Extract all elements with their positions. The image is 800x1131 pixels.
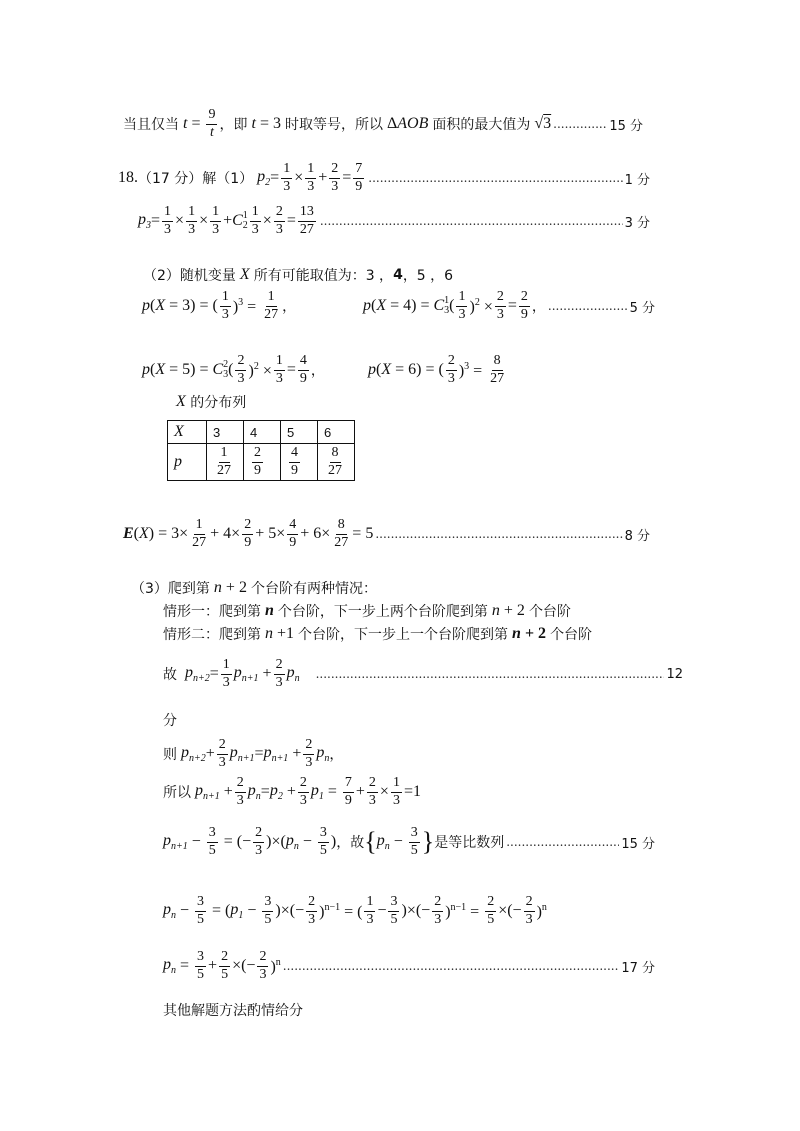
leader-dots — [553, 117, 607, 131]
question-number: 18. — [118, 169, 138, 187]
table-cell: 5 — [281, 421, 318, 444]
line-case2: 情形二：爬到第 n +1 个台阶，下一步上一个台阶爬到第 n + 2 个台阶 — [163, 625, 593, 643]
table-header-p: p — [168, 444, 207, 481]
table-cell: $\frac{2}{9}$ — [244, 444, 281, 481]
leader-dots — [316, 667, 665, 681]
table-cell: 4 — [244, 421, 281, 444]
distribution-table — [167, 420, 355, 481]
curly-brace: { — [364, 827, 377, 857]
line-general-term: $p_n$ − $\frac{3}{5}$ = ( $p_1$ − $\frac{3}{5}$ )×(− $\frac{2}{3}$ )$^{n-1}$ = ( $\frac{1}{3}$ − $\frac{3}{5}$ )×(− $\frac{2}{3}$ )$^{n-1}$ = $\frac{2}{5}$ ×(− $\frac{2}{3}$ )$^n$ — [163, 894, 547, 927]
line-fen: 分 — [163, 713, 177, 729]
line-case1: 情形一：爬到第 n 个台阶，下一步上两个台阶爬到第 n + 2 个台阶 — [163, 602, 571, 620]
line-final: $p_n$ = $\frac{3}{5}$ + $\frac{2}{5}$ ×(− $\frac{2}{3}$ )$^n$ ..... 17 分 — [163, 950, 655, 982]
leader-dots — [283, 959, 620, 973]
table-cell: $\frac{1}{27}$ — [207, 444, 244, 481]
leader-dots — [375, 527, 622, 541]
text-max-area: 面积的最大值为 — [432, 117, 531, 134]
table-row — [168, 421, 355, 444]
line-px3: p ( X = 3) = ( $\frac{1}{3}$ )$^3$ = $\frac{1}{27}$ ， — [142, 289, 297, 322]
line-expectation: E ( X ) = 3× $\frac{1}{27}$ + 4× $\frac{2}{9}$ + 5× $\frac{4}{9}$ + 6× $\frac{8}{27}$ = 5 ..... 8 分 — [123, 518, 650, 550]
score-15: 15 分 — [609, 118, 643, 134]
line-then: 则 $p_{n+2}$ + $\frac{2}{3}$ $p_{n+1}$ = $p_{n+1}$ + $\frac{2}{3}$ $p_n$ ， — [163, 737, 344, 770]
text-dangqiejindang: 当且仅当 — [123, 117, 179, 134]
table-cell: $\frac{8}{27}$ — [318, 444, 355, 481]
line-q18-p2: 18. （17 分）解（1） $p_2$ = $\frac{1}{3}$ × $\frac{1}{3}$ + $\frac{2}{3}$ = $\frac{7}{9}$ ..... 1 分 — [118, 162, 650, 194]
line-equality-condition: 当且仅当 t = $\frac{9}{t}$ ，即 t = 3 时取等号，所以 Δ AOB 面积的最大值为 √3 ..... 15 分 — [123, 108, 643, 140]
sqrt-symbol: √3 — [530, 115, 552, 133]
table-header-x: X — [168, 421, 207, 444]
dist-label: X 的分布列 — [176, 393, 247, 411]
score-1: 1 分 — [624, 172, 650, 188]
line-px6: p ( X = 6) = ( $\frac{2}{3}$ )$^3$ = $\frac{8}{27}$ — [368, 353, 505, 386]
score-17: 17 分 — [621, 960, 655, 976]
line-px5: p ( X = 5) = C 2 3 ( $\frac{2}{3}$ )$^2$ × $\frac{1}{3}$ = $\frac{4}{9}$ ， — [142, 353, 325, 386]
line-recurrence: 故 $p_{n+2}$ = $\frac{1}{3}$ $p_{n+1}$ + $\frac{2}{3}$ $p_n$ ..... 12 — [163, 658, 683, 690]
text-ji: ，即 — [219, 117, 248, 134]
score-12: 12 — [666, 666, 683, 682]
line-part2-intro: （2）随机变量 X 所有可能取值为：3 ， 4 ，5 ，6 — [143, 266, 454, 284]
score-8: 8 分 — [624, 528, 650, 544]
leader-dots — [320, 214, 623, 228]
table-cell: $\frac{4}{9}$ — [281, 444, 318, 481]
leader-dots — [506, 835, 619, 849]
line-px4: p ( X = 4) = C 1 3 ( $\frac{1}{3}$ )$^2$ × $\frac{2}{3}$ = $\frac{2}{9}$ ， ..... 5 分 — [363, 290, 655, 322]
table-cell: 3 — [207, 421, 244, 444]
line-therefore: 所以 $p_{n+1}$ + $\frac{2}{3}$ $p_n$ = $p_2$ + $\frac{2}{3}$ $p_1$ = $\frac{7}{9}$ + $\frac{2}{3}$ × $\frac{1}{3}$ =1 — [163, 775, 421, 808]
leader-dots — [368, 171, 622, 185]
table-row — [168, 444, 355, 481]
score-3: 3 分 — [624, 215, 650, 231]
text-equality: 时取等号，所以 — [284, 117, 383, 134]
fraction-9-over-t: $\frac{9}{t}$ — [208, 107, 216, 140]
line-p3: $p_3$ = $\frac{1}{3}$ × $\frac{1}{3}$ × $\frac{1}{3}$ + C 1 2 $\frac{1}{3}$ × $\frac{2}{3}$ = $\frac{13}{27}$ ..... 3 分 — [138, 205, 650, 237]
score-15b: 15 分 — [621, 836, 655, 852]
score-5: 5 分 — [629, 300, 655, 316]
line-part3-intro: （3）爬到第 n + 2 个台阶有两种情况： — [131, 579, 377, 597]
table-cell: 6 — [318, 421, 355, 444]
line-geometric: $p_{n+1}$ − $\frac{3}{5}$ = (− $\frac{2}{3}$ )×( $p_n$ − $\frac{3}{5}$ ) ，故 { $p_n$ − $\frac{3}{5}$ } 是等比数列 ..... 15 分 — [163, 826, 655, 858]
line-other-methods: 其他解题方法酌情给分 — [163, 1003, 303, 1019]
leader-dots — [548, 299, 628, 313]
question-points: （17 分）解（1） — [138, 171, 254, 188]
